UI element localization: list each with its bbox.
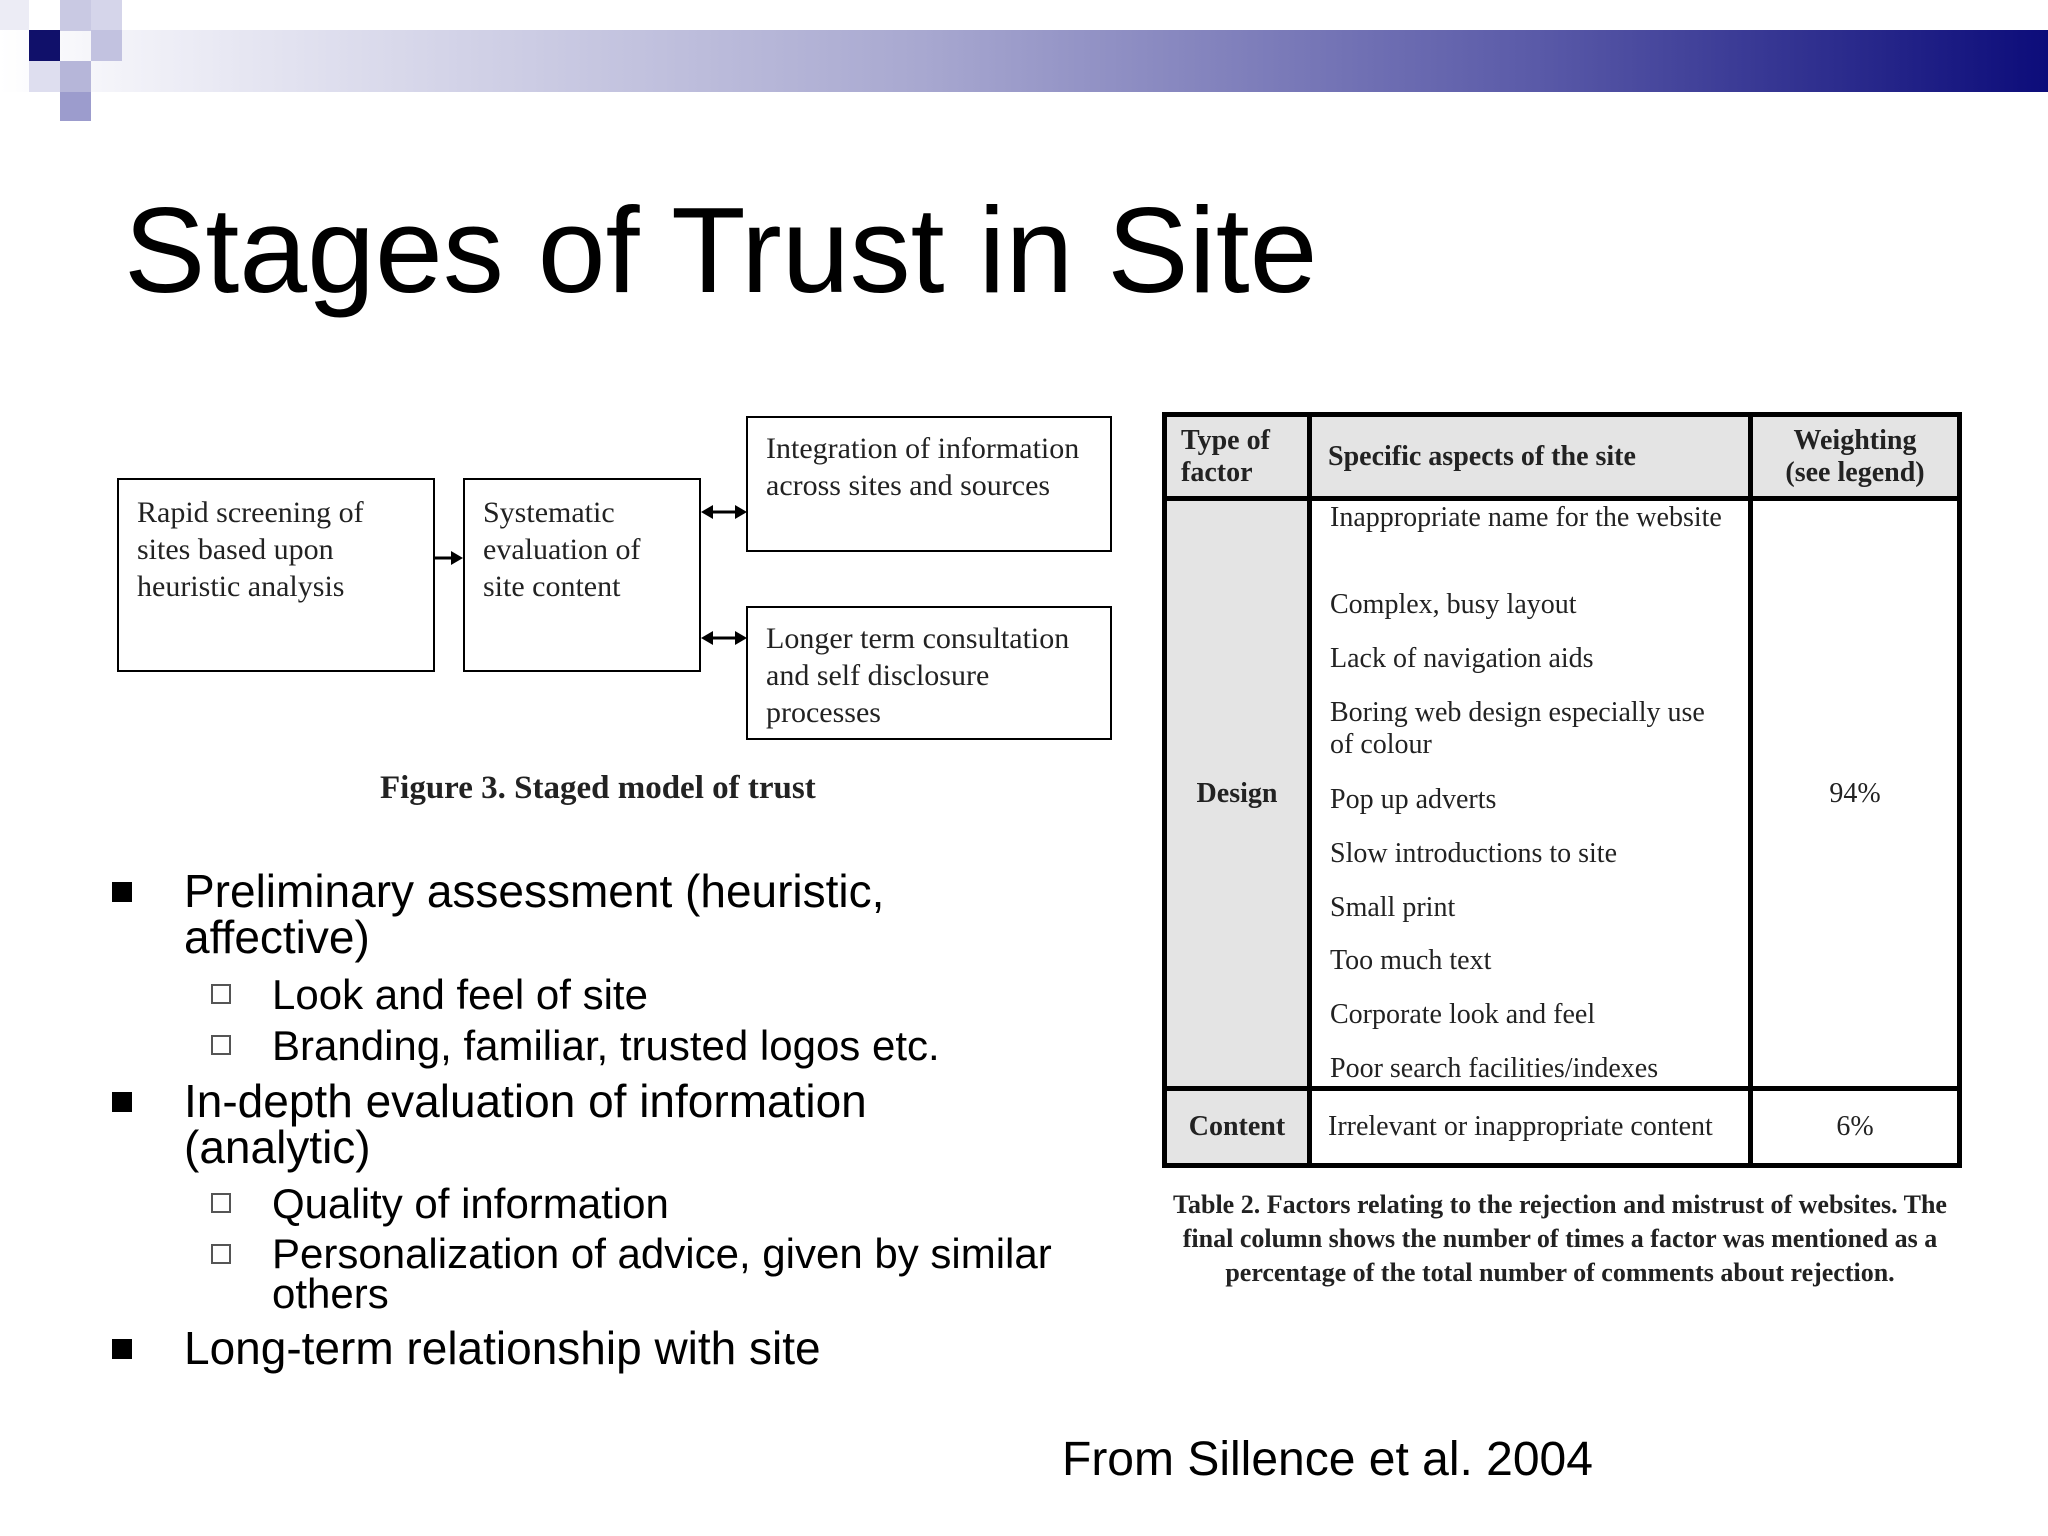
source-citation: From Sillence et al. 2004 [1062,1433,1593,1486]
table-list-item: Complex, busy layout [1330,589,1577,620]
design-type-label: Design [1196,777,1278,809]
slide-title: Stages of Trust in Site [124,182,1318,318]
header-decor-square [60,61,91,92]
diagram-box-rapid-screening: Rapid screening of sites based upon heuristic analysis [117,478,435,672]
table-list-item: Too much text [1330,945,1492,976]
bullet-item [184,1075,1064,1173]
bullet-item [184,1322,1064,1374]
header-decor-square [91,30,122,61]
table-list-item: Corporate look and feel [1330,999,1596,1030]
double-arrow-icon [701,628,747,648]
table-cell-design-weighting [1753,501,1957,1091]
diagram-box-longer-term: Longer term consultation and self disclosure processes [746,606,1112,740]
hollow-square-icon [211,1193,231,1213]
header-decor-square [60,0,91,31]
sub-bullet-text: Branding, familiar, trusted logos etc. [272,1022,940,1069]
header-decor-square [29,30,60,61]
diagram-box-systematic-evaluation: Systematic evaluation of site content [463,478,701,672]
sub-bullet-item [272,1022,1122,1069]
sub-bullet-item [272,1180,1122,1227]
table-header-weighting: Weighting (see legend) [1753,417,1957,501]
bullet-square-icon [112,882,132,902]
bullet-text: Long-term relationship with site [184,1322,821,1374]
table-list-item: Poor search facilities/indexes [1330,1053,1659,1084]
sub-bullet-item [272,971,1122,1018]
design-weighting-value: 94% [1829,777,1881,809]
sub-bullet-item [272,1230,1122,1317]
hollow-square-icon [211,1035,231,1055]
header-gradient-bar [0,30,2048,92]
content-type-label: Content [1188,1111,1286,1142]
table-list-item: Small print [1330,892,1456,923]
double-arrow-icon [701,502,747,522]
figure-caption: Figure 3. Staged model of trust [380,770,816,806]
content-weighting-value: 6% [1836,1111,1874,1142]
table-cell-content-aspects [1312,1091,1753,1163]
bullet-item [184,865,1064,963]
table-header-type: Type of factor [1167,417,1312,501]
arrow-right-icon [435,548,465,568]
table-cell-design-type [1167,501,1312,1091]
hollow-square-icon [211,984,231,1004]
table-caption: Table 2. Factors relating to the rejection and mistrust of websites. The final column shows the number of times a factor was mentioned as a percentage of the total number of comments about rejection. [1173,1190,1947,1287]
table-list-item: Lack of navigation aids [1330,643,1594,674]
table-list-item: Pop up adverts [1330,784,1497,815]
diagram-box-integration: Integration of information across sites and sources [746,416,1112,552]
bullet-square-icon [112,1339,132,1359]
header-decor-square [60,92,91,121]
bullet-text: In-depth evaluation of information (analytic) [184,1075,867,1173]
table-list-item: Inappropriate name for the website [1330,502,1722,533]
header-decor-square [0,0,29,30]
header-decor-square [91,0,122,31]
sub-bullet-text: Look and feel of site [272,971,648,1018]
content-aspect-text: Irrelevant or inappropriate content [1328,1111,1713,1142]
table-cell-content-weighting [1753,1091,1957,1163]
table-list-item: Slow introductions to site [1330,838,1617,869]
bullet-square-icon [112,1092,132,1112]
table-list-item: Boring web design especially use of colour [1330,697,1705,760]
header-decor-square [29,61,60,92]
table-cell-content-type [1167,1091,1312,1163]
table-header-aspects: Specific aspects of the site [1312,417,1753,501]
sub-bullet-text: Personalization of advice, given by similar others [272,1230,1052,1317]
sub-bullet-text: Quality of information [272,1180,669,1227]
hollow-square-icon [211,1244,231,1264]
bullet-text: Preliminary assessment (heuristic, affective) [184,865,885,963]
